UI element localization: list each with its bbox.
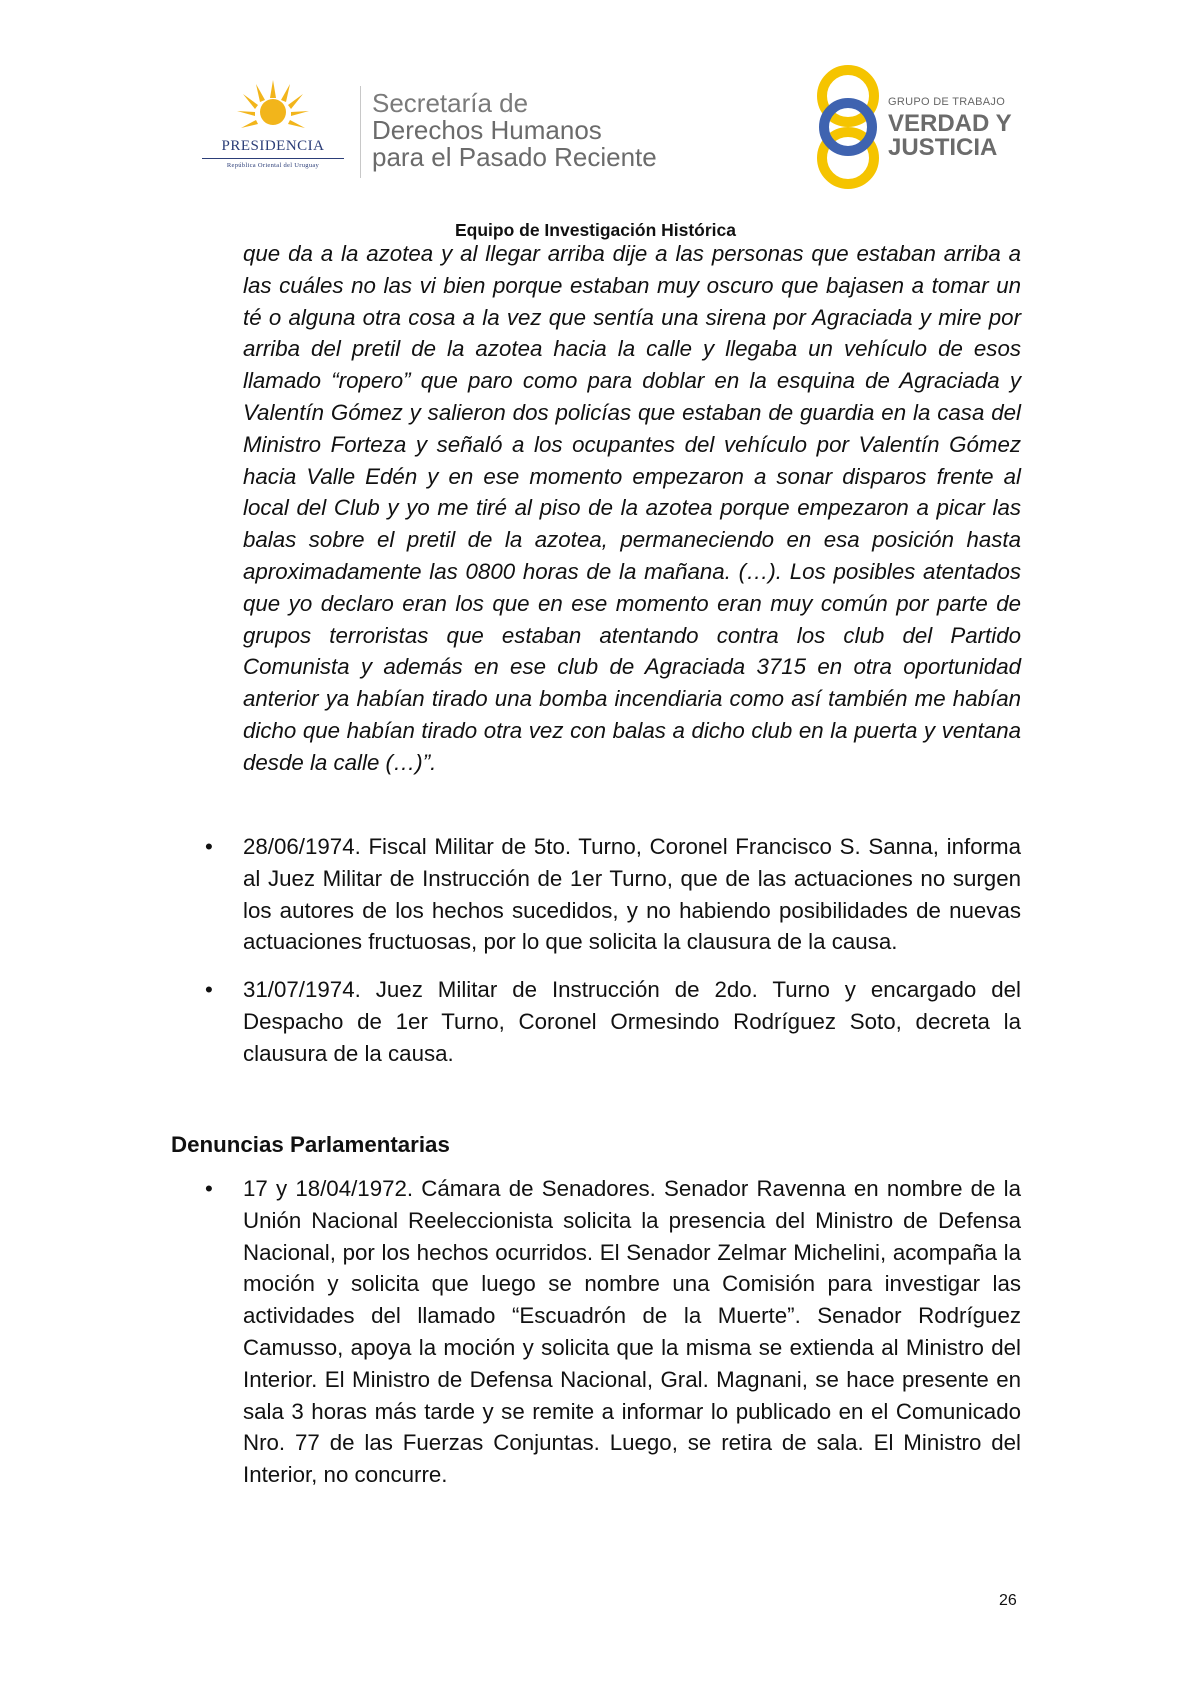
page-number: 26 [999, 1592, 1017, 1609]
gtvj-line-1: GRUPO DE TRABAJO [888, 96, 1006, 108]
list-item [205, 974, 1021, 1069]
list-item-text: 31/07/1974. Juez Militar de Instrucción de 2do. Turno y encargado del Despacho de 1er Turno, Coronel Ormesindo Rodríguez Soto, decreta la clausura de la causa. [243, 977, 1021, 1066]
gtvj-line-2: VERDAD Y [888, 110, 1012, 137]
bullet-list-denuncias [205, 1173, 1021, 1491]
secretaria-line-3: para el Pasado Reciente [372, 142, 657, 172]
bullet-marker: • [205, 1176, 213, 1201]
bullet-marker: • [205, 834, 213, 859]
presidencia-logo [198, 78, 348, 178]
list-item-text: 17 y 18/04/1972. Cámara de Senadores. Senador Ravenna en nombre de la Unión Nacional Reeleccionista solicita la presencia del Ministro de Defensa Nacional, por los hechos ocurridos. El Senador Zelmar Michelini, acompaña la moción y solicita que luego se nombre una Comisión para investigar las actividades del llamado “Escuadrón de la Muerte”. Senador Rodríguez Camusso, apoya la moción y solicita que la misma se extienda al Ministro del Interior. El Ministro de Defensa Nacional, Gral. Magnani, se hace presente en sala 3 horas más tarde y se remite a informar lo publicado en el Comunicado Nro. 77 de las Fuerzas Conjuntas. Luego, se retira de sala. El Ministro del Interior, no concurre. [243, 1176, 1021, 1488]
logo-divider [360, 86, 361, 178]
bullet-list-causa [205, 831, 1021, 1070]
presidencia-title: PRESIDENCIA [221, 138, 325, 154]
bullet-marker: • [205, 977, 213, 1003]
secretaria-line-1: Secretaría de [372, 88, 529, 118]
list-item [205, 1173, 1021, 1491]
list-item-text: 28/06/1974. Fiscal Militar de 5to. Turno, Coronel Francisco S. Sanna, informa al Juez Militar de Instrucción de 1er Turno, que de las actuaciones no surgen los autores de los hechos sucedidos, y no habiendo posibilidades de nuevas actuaciones fructuosas, por lo que solicita la clausura de la causa. [243, 834, 1021, 955]
presidencia-subtitle: República Oriental del Uruguay [226, 162, 320, 169]
secretaria-logo-text [372, 90, 657, 171]
testimony-quote: que da a la azotea y al llegar arriba dije a las personas que estaban arriba a las cuáles no las vi bien porque estaban muy oscuro que bajasen a tomar un té o alguna otra cosa a la vez que sentía una sirena por Agraciada y mire por arriba del pretil de la azotea hacia la calle y llegaba un vehículo de esos llamado “ropero” que paro como para doblar en la esquina de Agraciada y Valentín Gómez y salieron dos policías que estaban de guardia en la casa del Ministro Forteza y señaló a los ocupantes del vehículo por Valentín Gómez hacia Valle Edén y en ese momento empezaron a sonar disparos frente al local del Club y yo me tiré al piso de la azotea porque empezaron a picar las balas sobre el pretil de la azotea, permaneciendo en esa posición hasta aproximadamente las 0800 horas de la mañana. (…). Los posibles atentados que yo declaro eran los que en ese momento eran muy común por parte de grupos terroristas que estaban atentando contra los club del Partido Comunista y además en ese club de Agraciada 3715 en otra oportunidad anterior ya habían tirado una bomba incendiaria como así también me habían dicho que habían tirado otra vez con balas a dicho club en la puerta y ventana desde la calle (…)”. [243, 241, 1021, 775]
list-item [205, 831, 1021, 958]
verdad-justicia-logo [812, 62, 1032, 192]
team-title: Equipo de Investigación Histórica [454, 220, 737, 240]
presidencia-rule [202, 158, 344, 159]
gtvj-line-3: JUSTICIA [888, 134, 998, 161]
secretaria-line-2: Derechos Humanos [372, 115, 602, 145]
sun-emblem-icon [236, 78, 310, 138]
section-heading: Denuncias Parlamentarias [171, 1132, 450, 1157]
linked-rings-icon [812, 62, 884, 192]
